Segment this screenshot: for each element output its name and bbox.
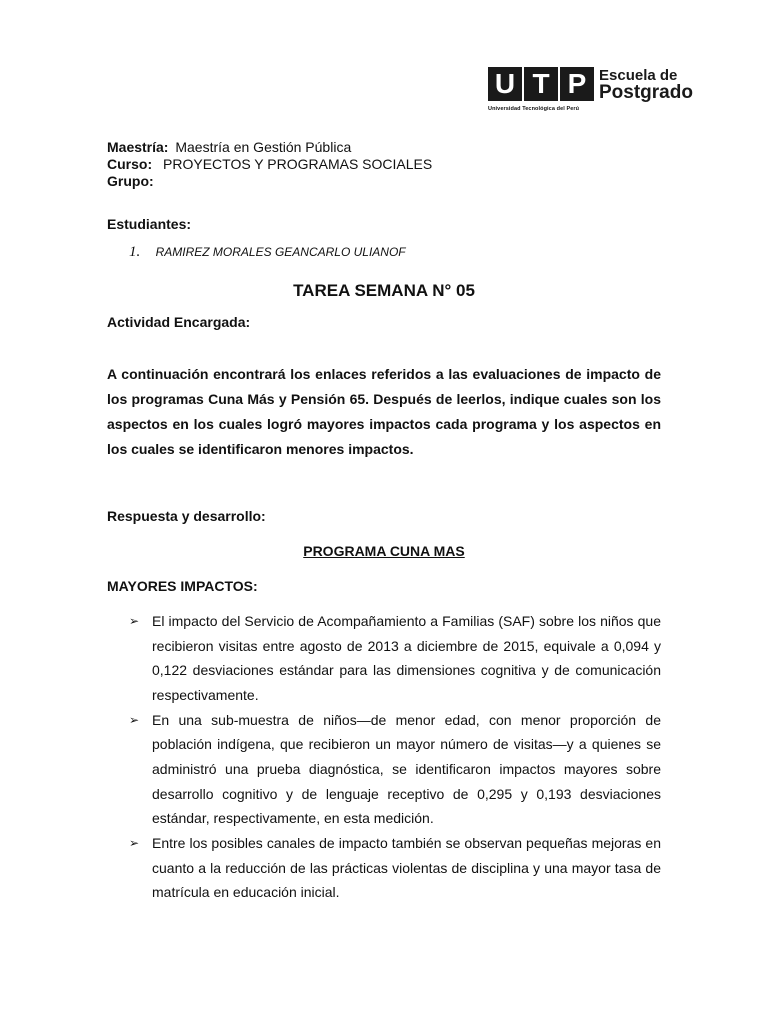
grupo-label: Grupo: — [107, 173, 154, 189]
logo-school-line1: Escuela de — [599, 67, 678, 84]
curso-line — [107, 156, 432, 173]
utp-logo — [488, 67, 693, 115]
impacts-label: MAYORES IMPACTOS: — [107, 578, 258, 594]
logo-letter-u: U — [488, 67, 522, 101]
maestria-line — [107, 139, 351, 156]
curso-value: PROYECTOS Y PROGRAMAS SOCIALES — [163, 156, 433, 172]
logo-letter-p: P — [560, 67, 594, 101]
list-item — [129, 609, 661, 707]
response-label: Respuesta y desarrollo: — [107, 508, 266, 524]
logo-school-line2: Postgrado — [599, 82, 693, 103]
list-item-text: El impacto del Servicio de Acompañamiento a Familias (SAF) sobre los niños que recibieron visitas entre agosto de 2013 a diciembre de 2015, equivale a 0,094 y 0,122 desviaciones estándar para las dimensiones cognitiva y de comunicación respectivamente. — [152, 613, 661, 703]
grupo-line — [107, 173, 154, 190]
impacts-list — [129, 609, 661, 905]
arrow-bullet-icon: ➢ — [129, 614, 140, 628]
arrow-bullet-icon: ➢ — [129, 836, 140, 851]
students-label: Estudiantes: — [107, 216, 192, 232]
student-name: RAMIREZ MORALES GEANCARLO ULIANOF — [155, 245, 406, 259]
list-item-text: Entre los posibles canales de impacto también se observan pequeñas mejoras en cuanto a la reducción de las prácticas violentas de disciplina y una mayor tasa de matrícula en educación inicial. — [152, 835, 661, 901]
curso-label: Curso: — [107, 156, 153, 172]
student-item — [129, 244, 406, 261]
list-item — [129, 831, 661, 905]
maestria-label: Maestría: — [107, 139, 169, 155]
program-title: PROGRAMA CUNA MAS — [303, 543, 465, 559]
maestria-value: Maestría en Gestión Pública — [175, 139, 352, 155]
logo-letters — [488, 67, 594, 101]
student-number: 1. — [129, 244, 141, 260]
instruction-paragraph: A continuación encontrará los enlaces referidos a las evaluaciones de impacto de los programas Cuna Más y Pensión 65. Después de leerlos, indique cuales son los aspectos en los cuales logró mayores impactos cada programa y los aspectos en los cuales se identificaron menores impactos. — [107, 366, 661, 457]
list-item-text: En una sub-muestra de niños—de menor edad, con menor proporción de población indígena, que recibieron un mayor número de visitas—y a quienes se administró una prueba diagnóstica, se identificaron impactos mayores sobre desarrollo cognitivo y de lenguaje receptivo de 0,295 y 0,193 desviaciones estándar, respectivamente, en esta medición. — [152, 711, 661, 827]
logo-letter-t: T — [524, 67, 558, 101]
list-item — [129, 708, 661, 831]
arrow-bullet-icon: ➢ — [129, 712, 140, 727]
activity-label: Actividad Encargada: — [107, 314, 251, 330]
logo-tagline: Universidad Tecnológica del Perú — [488, 106, 580, 112]
task-title: TAREA SEMANA N° 05 — [293, 281, 475, 300]
